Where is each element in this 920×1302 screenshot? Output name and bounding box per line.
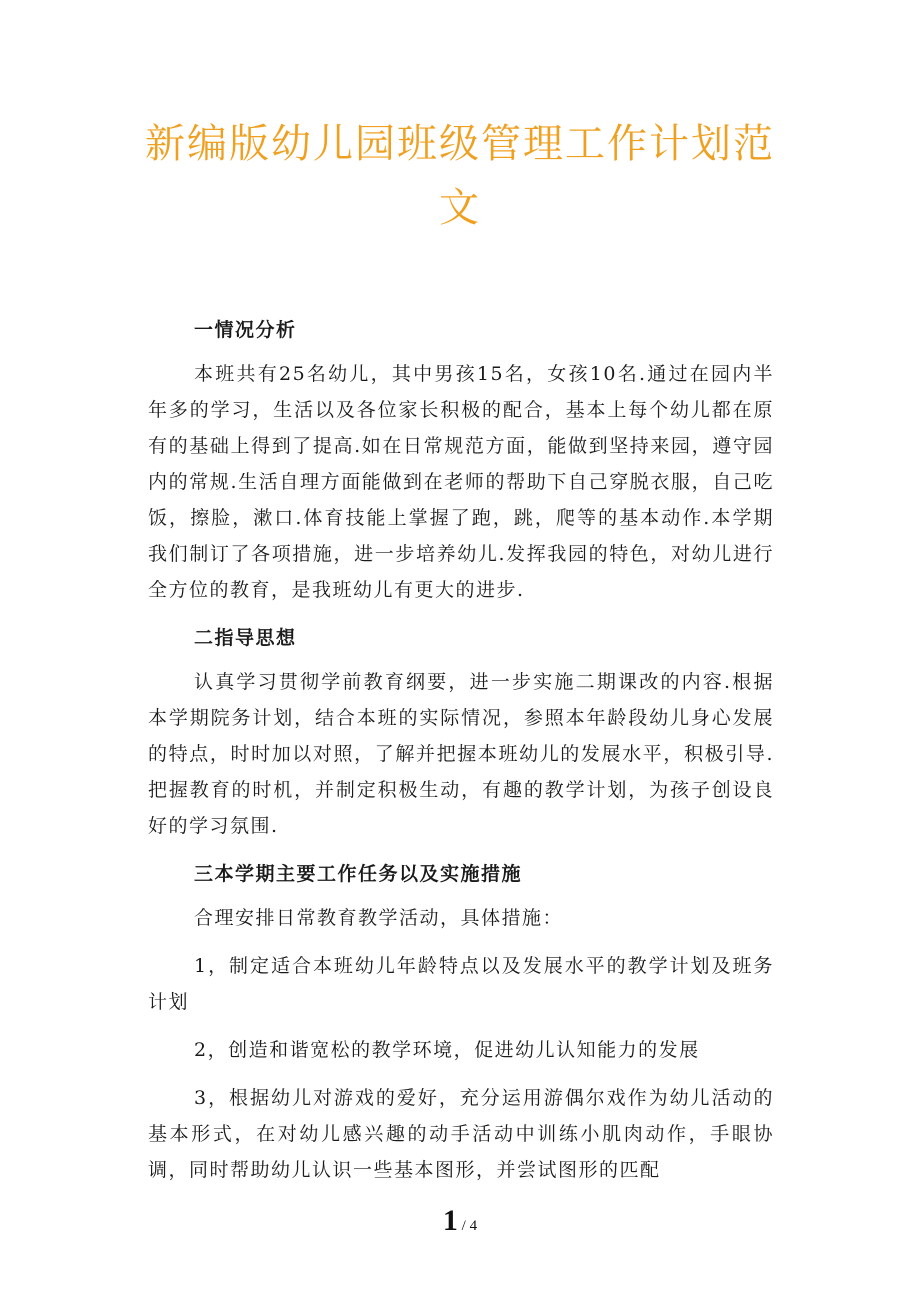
section-main-tasks [148, 856, 774, 1188]
paragraph: 合理安排日常教育教学活动，具体措施： [194, 907, 564, 929]
page-number: 1 [442, 1204, 458, 1237]
paragraph: 认真学习贯彻学前教育纲要，进一步实施二期课改的内容.根据本学期院务计划，结合本班的实际情况，参照本年龄段幼儿身心发展的特点，时时加以对照，了解并把握本班幼儿的发展水平，积极引导.把握教育的时机，并制定积极生动，有趣的教学计划，为孩子创设良好的学习氛围. [148, 671, 774, 837]
section-situation-analysis [148, 312, 774, 608]
paragraph: 本班共有25名幼儿，其中男孩15名，女孩10名.通过在园内半年多的学习，生活以及各位家长积极的配合，基本上每个幼儿都在原有的基础上得到了提高.如在日常规范方面，能做到坚持来园，遵守园内的常规.生活自理方面能做到在老师的帮助下自己穿脱衣服，自己吃饭，擦脸，漱口.体育技能上掌握了跑，跳，爬等的基本动作.本学期我们制订了各项措施，进一步培养幼儿.发挥我园的特色，对幼儿进行全方位的教育，是我班幼儿有更大的进步. [148, 363, 774, 601]
document-body [148, 312, 774, 1200]
document-title: 新编版幼儿园班级管理工作计划范文 [145, 121, 775, 231]
page-footer [0, 1204, 920, 1238]
page-total: / 4 [457, 1218, 478, 1234]
list-item: 1，制定适合本班幼儿年龄特点以及发展水平的教学计划及班务计划 [148, 955, 774, 1013]
section-heading: 一情况分析 [194, 319, 297, 341]
section-heading: 二指导思想 [194, 627, 297, 649]
section-guiding-ideology [148, 620, 774, 844]
section-heading: 三本学期主要工作任务以及实施措施 [194, 863, 523, 885]
list-item: 3，根据幼儿对游戏的爱好，充分运用游偶尔戏作为幼儿活动的基本形式，在对幼儿感兴趣的动手活动中训练小肌肉动作，手眼协调，同时帮助幼儿认识一些基本图形，并尝试图形的匹配 [148, 1087, 774, 1181]
list-item: 2，创造和谐宽松的教学环境，促进幼儿认知能力的发展 [194, 1039, 700, 1061]
